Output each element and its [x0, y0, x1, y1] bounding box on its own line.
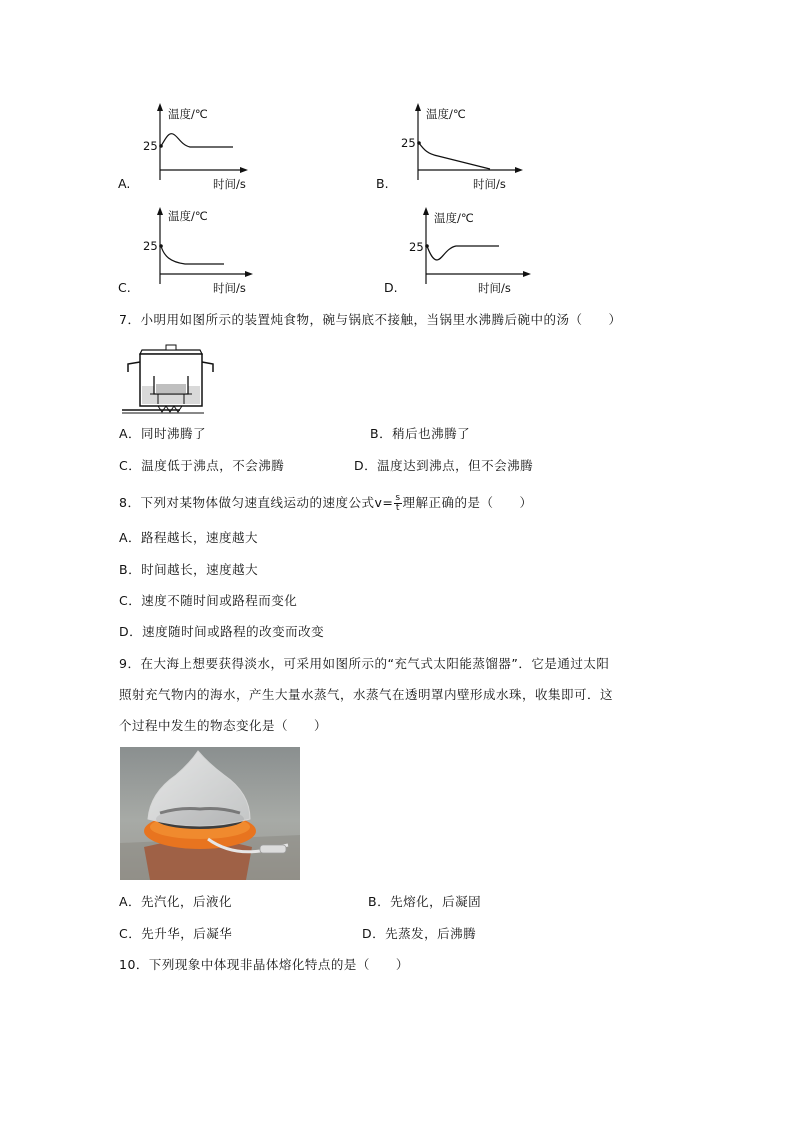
question-9-option-d: D．先蒸发，后沸腾	[362, 926, 477, 941]
graph-option-d	[384, 202, 534, 297]
option-label: D.	[384, 280, 398, 295]
y-axis-label: 温度/℃	[426, 107, 466, 121]
speed-formula-fraction	[394, 494, 401, 513]
steamer-pot-figure	[120, 342, 216, 414]
option-label: C.	[118, 280, 131, 295]
option-label: B.	[376, 176, 389, 191]
question-10-stem: 10．下列现象中体现非晶体熔化特点的是（ ）	[119, 957, 409, 972]
fraction-denominator: t	[395, 503, 400, 513]
option-label: A.	[118, 176, 131, 191]
question-9-stem-line-1: 9．在大海上想要获得淡水，可采用如图所示的“充气式太阳能蒸馏器”．它是通过太阳	[119, 656, 610, 671]
question-7-option-c: C．温度低于沸点，不会沸腾	[119, 458, 285, 473]
fraction-numerator: s	[395, 493, 401, 503]
question-9-stem-line-2: 照射充气物内的海水，产生大量水蒸气，水蒸气在透明罩内壁形成水珠，收集即可．这	[119, 687, 614, 702]
y-axis-label: 温度/℃	[434, 211, 474, 225]
y-tick-25: 25	[143, 139, 158, 153]
question-9-option-b: B．先熔化，后凝固	[368, 894, 482, 909]
question-7-stem: 7．小明用如图所示的装置炖食物，碗与锅底不接触，当锅里水沸腾后碗中的汤（ ）	[119, 312, 622, 327]
question-8-option-b: B．时间越长，速度越大	[119, 562, 259, 577]
x-axis-label: 时间/s	[213, 281, 246, 295]
graph-option-b	[376, 100, 526, 195]
solar-still-photo	[120, 747, 300, 880]
question-9-option-c: C．先升华，后凝华	[119, 926, 233, 941]
x-axis-label: 时间/s	[213, 177, 246, 191]
question-7-option-a: A．同时沸腾了	[119, 426, 207, 441]
graph-option-c	[118, 202, 258, 297]
question-8-stem-pre: 8．下列对某物体做匀速直线运动的速度公式v=	[119, 495, 394, 510]
y-tick-25: 25	[409, 240, 424, 254]
question-8-option-d: D．速度随时间或路程的改变而改变	[119, 624, 325, 639]
question-8-option-a: A．路程越长，速度越大	[119, 530, 259, 545]
question-8-option-c: C．速度不随时间或路程而变化	[119, 593, 298, 608]
y-axis-label: 温度/℃	[168, 107, 208, 121]
y-axis-label: 温度/℃	[168, 209, 208, 223]
x-axis-label: 时间/s	[478, 281, 511, 295]
question-9-stem-line-3: 个过程中发生的物态变化是（ ）	[119, 718, 328, 733]
y-tick-25: 25	[401, 136, 416, 150]
y-tick-25: 25	[143, 239, 158, 253]
graph-option-a	[118, 100, 248, 195]
question-8-stem-post: 理解正确的是（ ）	[402, 495, 533, 510]
question-7-option-d: D．温度达到沸点，但不会沸腾	[354, 458, 534, 473]
x-axis-label: 时间/s	[473, 177, 506, 191]
question-9-option-a: A．先汽化，后液化	[119, 894, 233, 909]
question-8-stem	[119, 494, 533, 513]
question-7-option-b: B．稍后也沸腾了	[370, 426, 471, 441]
